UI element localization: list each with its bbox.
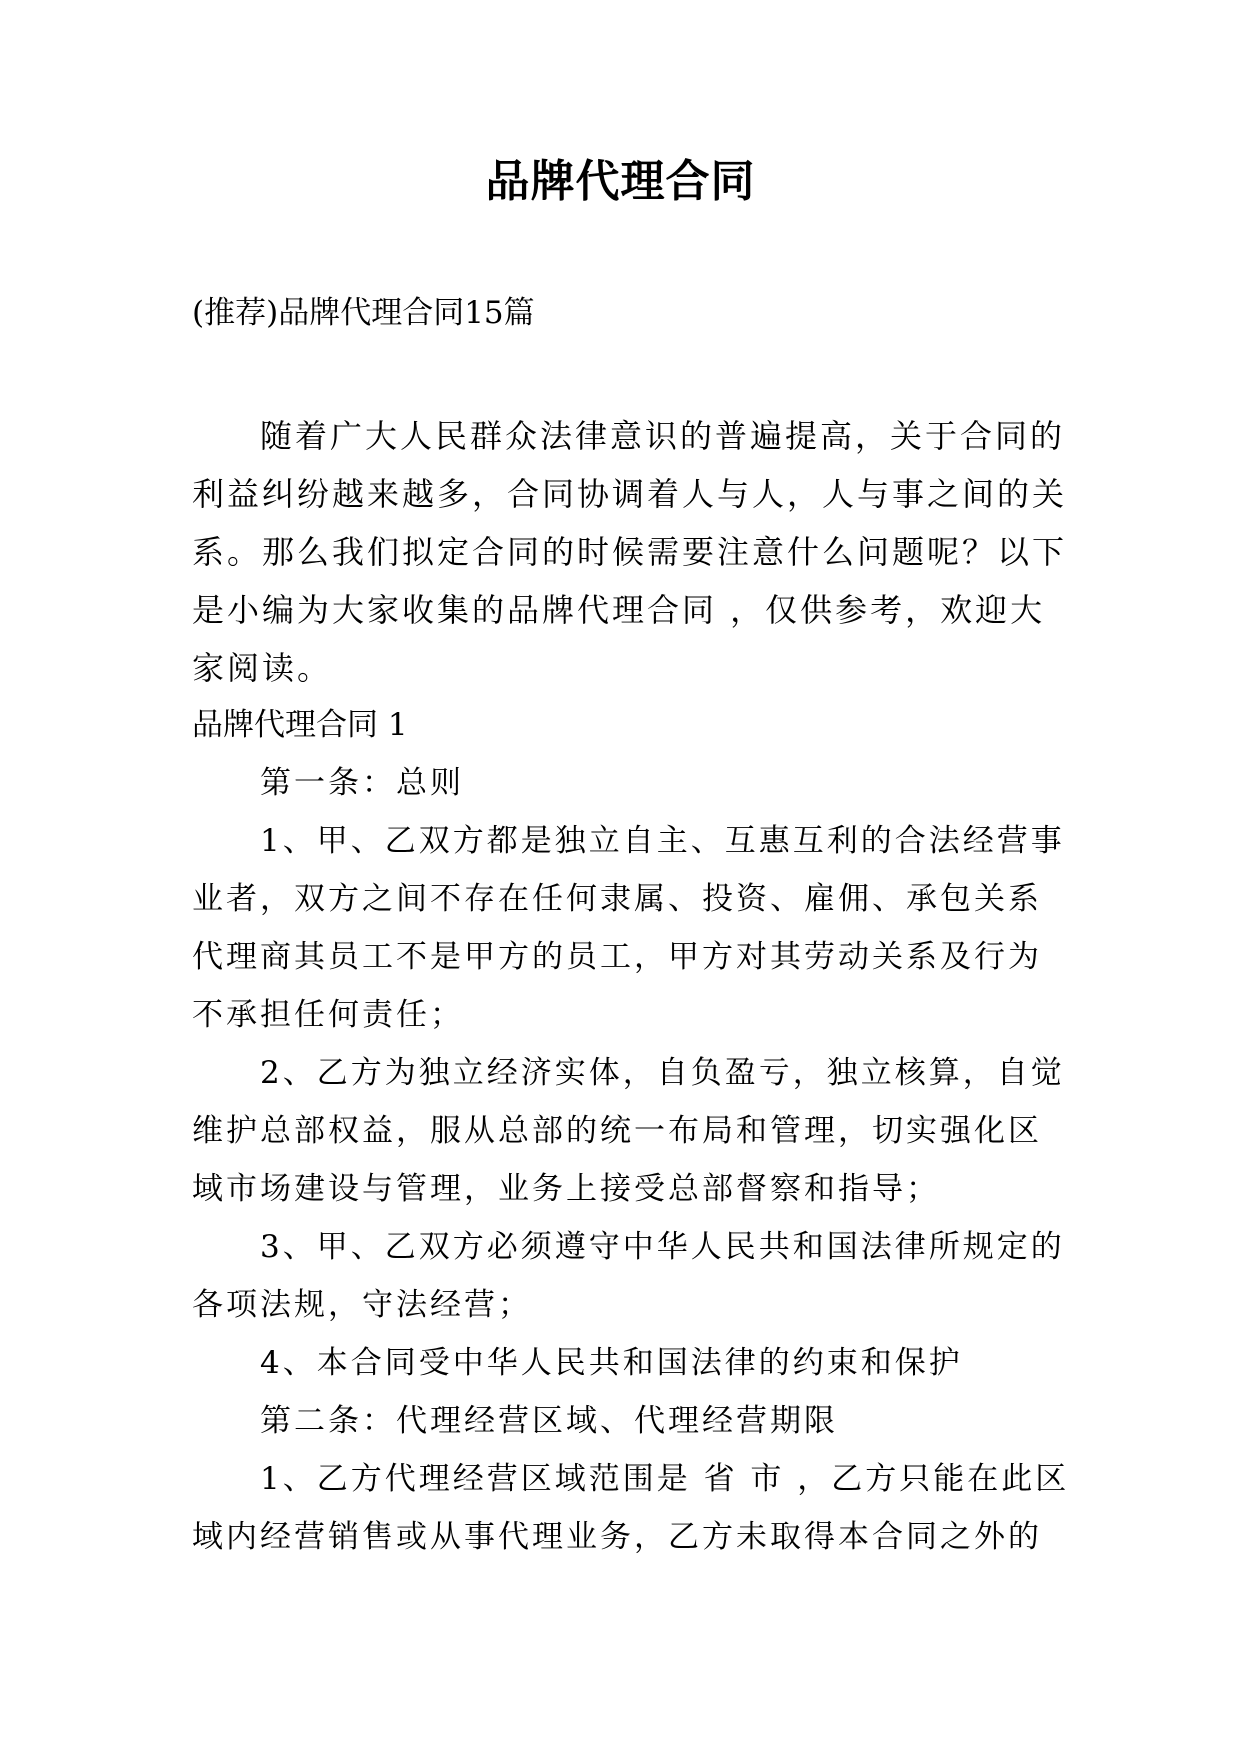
clause-paragraph: 3、甲、乙双方必须遵守中华人民共和国法律所规定的各项法规，守法经营； xyxy=(192,1229,1065,1323)
clause-paragraph: 1、乙方代理经营区域范围是 省 市 ，乙方只能在此区域内经营销售或从事代理业务，乙方未取得本合同之外的 xyxy=(192,1461,1070,1555)
clause-paragraph: 4、本合同受中华人民共和国法律的约束和保护 xyxy=(260,1345,963,1381)
contract-body xyxy=(192,754,1072,1566)
document-title: 品牌代理合同 xyxy=(485,156,756,207)
article-heading: 第一条：总则 xyxy=(260,765,464,801)
section-heading: 品牌代理合同 1 xyxy=(192,707,408,743)
document-subtitle: (推荐)品牌代理合同15篇 xyxy=(192,295,535,331)
clause-paragraph: 1、甲、乙双方都是独立自主、互惠互利的合法经营事业者，双方之间不存在任何隶属、投资、雇佣、承包关系代理商其员工不是甲方的员工，甲方对其劳动关系及行为不承担任何责任； xyxy=(192,823,1065,1033)
clause-paragraph: 2、乙方为独立经济实体，自负盈亏，独立核算，自觉维护总部权益，服从总部的统一布局和管理，切实强化区域市场建设与管理，业务上接受总部督察和指导； xyxy=(192,1055,1065,1207)
intro-paragraph: 随着广大人民群众法律意识的普遍提高，关于合同的利益纠纷越来越多，合同协调着人与人，人与事之间的关系。那么我们拟定合同的时候需要注意什么问题呢？以下是小编为大家收集的品牌代理合同 ，仅供参考，欢迎大家阅读。 xyxy=(192,417,1068,687)
article-heading: 第二条：代理经营区域、代理经营期限 xyxy=(260,1403,838,1439)
